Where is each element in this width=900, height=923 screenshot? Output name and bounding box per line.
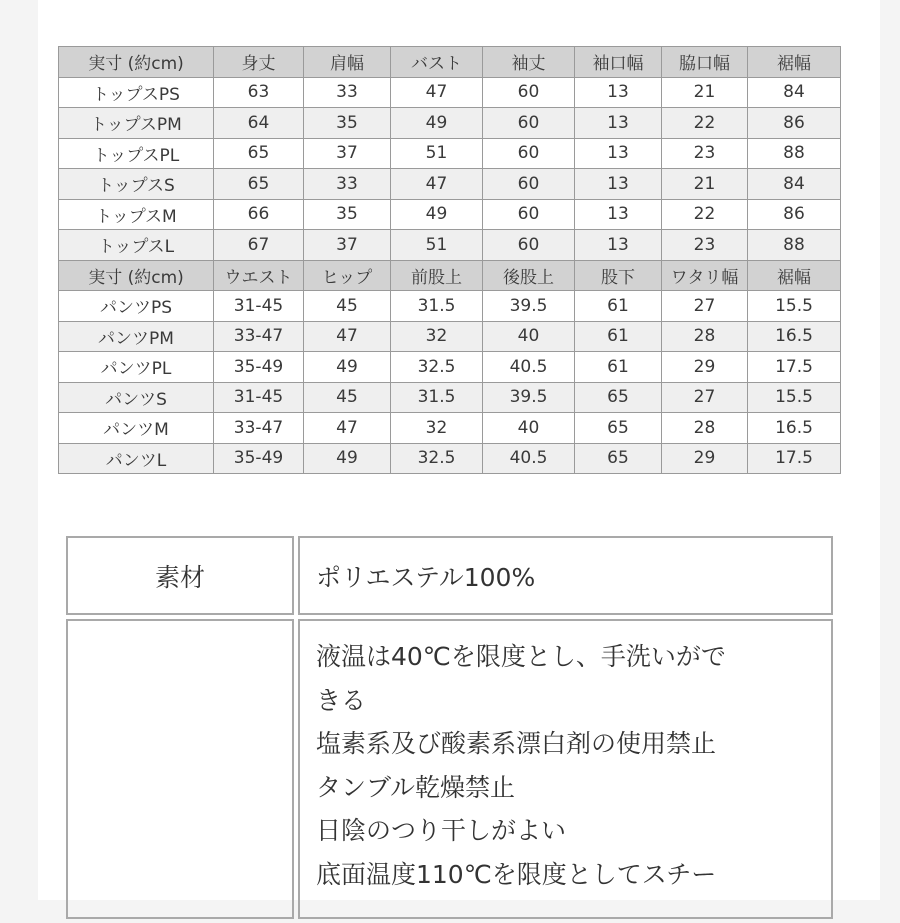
table-cell: 49 xyxy=(391,108,483,139)
material-label: 素材 xyxy=(66,536,294,615)
table-cell: トップスPM xyxy=(59,108,214,139)
table-cell: 61 xyxy=(575,321,662,352)
table-cell: 65 xyxy=(214,169,304,200)
material-value: ポリエステル100% xyxy=(298,536,833,615)
table-cell: 40 xyxy=(483,321,575,352)
table-cell: 15.5 xyxy=(748,291,841,322)
table-cell: 31.5 xyxy=(391,291,483,322)
table-cell: 88 xyxy=(748,230,841,261)
table-cell: 61 xyxy=(575,291,662,322)
table-cell: トップスL xyxy=(59,230,214,261)
table-row xyxy=(59,413,841,444)
table-cell: 13 xyxy=(575,77,662,108)
table-cell: 31-45 xyxy=(214,291,304,322)
table-cell: 15.5 xyxy=(748,382,841,413)
table-cell: 86 xyxy=(748,108,841,139)
table-cell: 47 xyxy=(391,169,483,200)
tops-header-row xyxy=(59,47,841,78)
care-label xyxy=(66,619,294,919)
table-cell: 13 xyxy=(575,199,662,230)
page-content xyxy=(38,0,880,900)
table-cell: 29 xyxy=(662,352,748,383)
table-row xyxy=(59,291,841,322)
table-cell: 21 xyxy=(662,169,748,200)
table-cell: 29 xyxy=(662,443,748,474)
table-cell: 31-45 xyxy=(214,382,304,413)
table-cell: 27 xyxy=(662,382,748,413)
table-cell: 22 xyxy=(662,199,748,230)
table-cell: 65 xyxy=(575,413,662,444)
size-table-body xyxy=(59,47,841,474)
table-cell: 40.5 xyxy=(483,352,575,383)
table-cell: パンツPS xyxy=(59,291,214,322)
table-cell: 28 xyxy=(662,321,748,352)
table-cell: 49 xyxy=(391,199,483,230)
table-cell: パンツS xyxy=(59,382,214,413)
table-row xyxy=(59,321,841,352)
table-header-cell: 肩幅 xyxy=(304,47,391,78)
table-row xyxy=(59,230,841,261)
table-header-cell: 実寸 (約cm) xyxy=(59,47,214,78)
table-cell: 45 xyxy=(304,382,391,413)
table-cell: 51 xyxy=(391,138,483,169)
table-row xyxy=(59,199,841,230)
table-header-cell: ワタリ幅 xyxy=(662,260,748,291)
table-cell: 47 xyxy=(391,77,483,108)
table-cell: 39.5 xyxy=(483,382,575,413)
table-cell: 22 xyxy=(662,108,748,139)
info-table xyxy=(62,532,837,923)
table-cell: 60 xyxy=(483,108,575,139)
table-cell: 35-49 xyxy=(214,352,304,383)
care-line: 液温は40℃を限度とし、手洗いがで xyxy=(316,642,726,671)
table-header-cell: 裾幅 xyxy=(748,47,841,78)
table-header-cell: 身丈 xyxy=(214,47,304,78)
table-cell: 65 xyxy=(575,382,662,413)
table-cell: パンツM xyxy=(59,413,214,444)
table-cell: 49 xyxy=(304,352,391,383)
table-cell: 47 xyxy=(304,321,391,352)
table-cell: 33-47 xyxy=(214,413,304,444)
table-row xyxy=(59,138,841,169)
table-cell: パンツPL xyxy=(59,352,214,383)
table-cell: 45 xyxy=(304,291,391,322)
care-row xyxy=(66,619,833,919)
care-line: 塩素系及び酸素系漂白剤の使用禁止 xyxy=(316,729,717,758)
table-header-cell: 後股上 xyxy=(483,260,575,291)
table-cell: 33 xyxy=(304,169,391,200)
table-cell: トップスM xyxy=(59,199,214,230)
table-cell: トップスS xyxy=(59,169,214,200)
table-cell: 13 xyxy=(575,169,662,200)
table-cell: 17.5 xyxy=(748,352,841,383)
table-cell: 60 xyxy=(483,230,575,261)
table-cell: 67 xyxy=(214,230,304,261)
table-cell: 84 xyxy=(748,169,841,200)
table-cell: 21 xyxy=(662,77,748,108)
table-row xyxy=(59,382,841,413)
table-cell: 32.5 xyxy=(391,352,483,383)
table-cell: パンツL xyxy=(59,443,214,474)
table-cell: 35 xyxy=(304,108,391,139)
table-cell: 33 xyxy=(304,77,391,108)
table-cell: 13 xyxy=(575,138,662,169)
table-cell: 35-49 xyxy=(214,443,304,474)
table-cell: 32.5 xyxy=(391,443,483,474)
table-cell: 32 xyxy=(391,413,483,444)
table-cell: 60 xyxy=(483,199,575,230)
table-header-cell: 実寸 (約cm) xyxy=(59,260,214,291)
table-cell: 63 xyxy=(214,77,304,108)
table-cell: 64 xyxy=(214,108,304,139)
table-cell: 35 xyxy=(304,199,391,230)
table-cell: 65 xyxy=(575,443,662,474)
table-cell: 40 xyxy=(483,413,575,444)
table-cell: 28 xyxy=(662,413,748,444)
table-cell: 60 xyxy=(483,77,575,108)
table-cell: 17.5 xyxy=(748,443,841,474)
table-row xyxy=(59,443,841,474)
table-cell: 37 xyxy=(304,230,391,261)
material-row xyxy=(66,536,833,615)
table-cell: パンツPM xyxy=(59,321,214,352)
table-cell: 32 xyxy=(391,321,483,352)
pants-header-row xyxy=(59,260,841,291)
table-cell: 37 xyxy=(304,138,391,169)
table-cell: 23 xyxy=(662,138,748,169)
table-header-cell: 股下 xyxy=(575,260,662,291)
table-cell: 60 xyxy=(483,138,575,169)
care-line: 底面温度110℃を限度としてスチー xyxy=(316,859,717,889)
table-cell: トップスPS xyxy=(59,77,214,108)
table-header-cell: ヒップ xyxy=(304,260,391,291)
table-cell: 88 xyxy=(748,138,841,169)
table-cell: 86 xyxy=(748,199,841,230)
table-row xyxy=(59,77,841,108)
table-cell: 84 xyxy=(748,77,841,108)
care-instructions xyxy=(298,619,833,919)
table-cell: 40.5 xyxy=(483,443,575,474)
table-cell: 65 xyxy=(214,138,304,169)
size-table xyxy=(58,46,841,474)
table-header-cell: バスト xyxy=(391,47,483,78)
table-cell: 33-47 xyxy=(214,321,304,352)
table-header-cell: 袖口幅 xyxy=(575,47,662,78)
table-cell: 60 xyxy=(483,169,575,200)
care-line: タンブル乾燥禁止 xyxy=(316,772,516,802)
table-header-cell: 脇口幅 xyxy=(662,47,748,78)
table-header-cell: 袖丈 xyxy=(483,47,575,78)
table-cell: 16.5 xyxy=(748,321,841,352)
table-cell: 39.5 xyxy=(483,291,575,322)
table-cell: 27 xyxy=(662,291,748,322)
table-cell: 13 xyxy=(575,230,662,261)
table-cell: 49 xyxy=(304,443,391,474)
table-cell: 31.5 xyxy=(391,382,483,413)
table-cell: 47 xyxy=(304,413,391,444)
table-cell: 61 xyxy=(575,352,662,383)
table-header-cell: 前股上 xyxy=(391,260,483,291)
table-row xyxy=(59,352,841,383)
table-cell: 23 xyxy=(662,230,748,261)
table-cell: トップスPL xyxy=(59,138,214,169)
table-cell: 16.5 xyxy=(748,413,841,444)
table-row xyxy=(59,108,841,139)
table-cell: 66 xyxy=(214,199,304,230)
table-cell: 13 xyxy=(575,108,662,139)
table-header-cell: 裾幅 xyxy=(748,260,841,291)
table-cell: 51 xyxy=(391,230,483,261)
care-line: 日陰のつり干しがよい xyxy=(316,816,567,845)
care-line: きる xyxy=(316,685,367,715)
table-row xyxy=(59,169,841,200)
table-header-cell: ウエスト xyxy=(214,260,304,291)
